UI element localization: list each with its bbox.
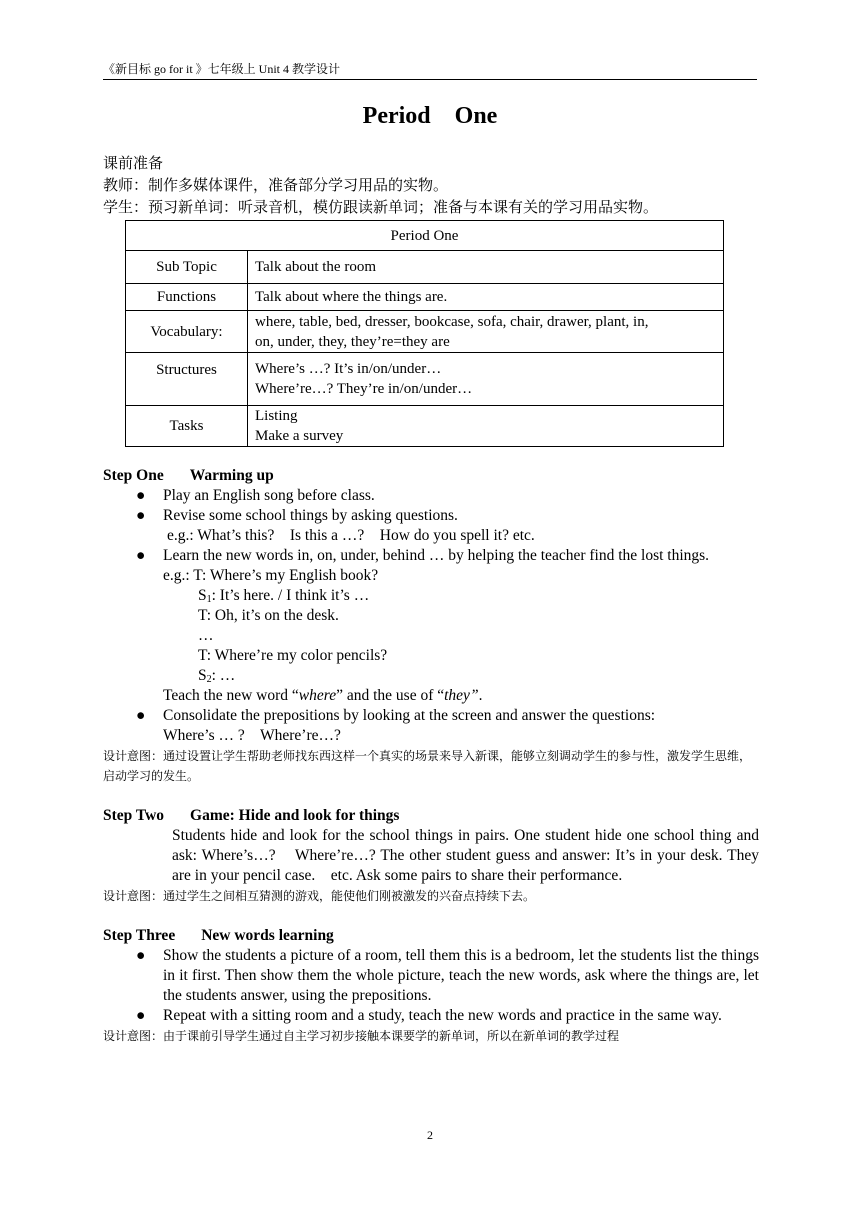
dialogue-line: …: [198, 627, 214, 644]
table-label-vocabulary: Vocabulary:: [126, 311, 248, 353]
design-note: 设计意图：通过设置让学生帮助老师找东西这样一个真实的场景来导入新课，能够立刻调动学生的参与性，激发学生思维，启动学习的发生。: [103, 749, 752, 783]
speaker-sub: 1: [206, 594, 212, 605]
overview-table: [125, 220, 724, 447]
tasks-line-1: Listing: [255, 408, 298, 424]
vocabulary-line-2: on, under, they, they’re=they are: [255, 333, 450, 350]
example-line: e.g.: What’s this? Is this a …? How do you spell it? etc.: [167, 527, 535, 544]
title-word-2: One: [454, 103, 498, 129]
bullet-icon: ●: [136, 547, 146, 564]
step-two-heading: [103, 806, 759, 826]
bullet-icon: ●: [136, 507, 146, 524]
dialogue-line: T: Oh, it’s on the desk.: [198, 607, 339, 624]
step-two-paragraph: Students hide and look for the school things in pairs. One student hide one school thing and ask: Where’s…? Where’re…? The other student guess and answer: It’s in your desk. They are in your pencil case. etc. Ask some pairs to share their performance.: [172, 827, 763, 884]
teach-text: ” and the use of “: [336, 687, 445, 704]
intro-heading: 课前准备: [103, 156, 164, 172]
tasks-line-2: Make a survey: [255, 428, 344, 444]
bullet-text: Consolidate the prepositions by looking at the screen and answer the questions:: [163, 707, 656, 724]
bullet-icon: ●: [136, 487, 146, 504]
intro-student: 学生：预习新单词：听录音机，模仿跟读新单词；准备与本课有关的学习用品实物。: [103, 200, 659, 216]
table-value-tasks: [248, 406, 724, 447]
teach-word-they: they”: [444, 687, 479, 704]
title-word-1: Period: [362, 103, 431, 129]
bullet-text: Show the students a picture of a room, tell them this is a bedroom, let the students list the things in it first. Then show them the whole picture, teach the new words, ask where the things are, let the students answer, using the prepositions.: [163, 947, 759, 1004]
question-line: Where’s … ? Where’re…?: [163, 727, 341, 744]
speaker-s: S: [198, 667, 207, 684]
bullet-icon: ●: [136, 1007, 146, 1024]
table-value-functions: Talk about where the things are.: [248, 284, 724, 311]
table-value-structures: [248, 353, 724, 406]
teach-word-where: where: [298, 687, 337, 704]
intro-teacher: 教师：制作多媒体课件，准备部分学习用品的实物。: [103, 178, 449, 194]
list-item: [103, 546, 759, 566]
list-item: [103, 506, 759, 526]
teach-text: .: [478, 687, 483, 704]
header-rule: [103, 79, 757, 80]
step-three-heading: [103, 926, 759, 946]
structures-line-2: Where’re…? They’re in/on/under…: [255, 381, 473, 397]
dialogue-line: T: Where’re my color pencils?: [198, 647, 388, 664]
table-label-functions: Functions: [126, 284, 248, 311]
list-item: [103, 946, 759, 1006]
speaker-sub: 2: [206, 674, 212, 685]
table-value-subtopic: Talk about the room: [248, 251, 724, 284]
table-label-structures: Structures: [126, 353, 248, 406]
vocabulary-line-1: where, table, bed, dresser, bookcase, sofa, chair, drawer, plant, in,: [255, 313, 649, 330]
speaker-s: S: [198, 587, 207, 604]
step-one-heading: [103, 466, 759, 486]
dialogue-line: e.g.: T: Where’s my English book?: [163, 567, 379, 584]
list-item: [103, 706, 759, 726]
dialogue-line: [103, 666, 759, 686]
bullet-icon: ●: [136, 707, 146, 724]
teach-text: Teach the new word “: [163, 687, 299, 704]
step-two-number: Step Two: [103, 807, 165, 824]
step-one-name: Warming up: [189, 467, 274, 484]
step-one-number: Step One: [103, 467, 164, 484]
design-note: 设计意图：通过学生之间相互猜测的游戏，能使他们刚被激发的兴奋点持续下去。: [103, 889, 536, 903]
step-two-name: Game: Hide and look for things: [190, 807, 400, 824]
bullet-text: Revise some school things by asking questions.: [163, 507, 458, 524]
structures-line-1: Where’s …? It’s in/on/under…: [255, 361, 442, 377]
steps-section: [103, 466, 763, 1046]
table-label-tasks: Tasks: [126, 406, 248, 447]
intro-section: [103, 153, 658, 219]
step-three-number: Step Three: [103, 927, 176, 944]
dialogue-line: [103, 586, 759, 606]
step-three-name: New words learning: [201, 927, 334, 944]
page-header: 《新目标 go for it 》七年级上 Unit 4 教学设计: [103, 62, 340, 76]
table-title: Period One: [126, 221, 724, 251]
bullet-text: Repeat with a sitting room and a study, teach the new words and practice in the same way.: [163, 1007, 722, 1024]
bullet-text: Play an English song before class.: [163, 487, 375, 504]
bullet-text: Learn the new words in, on, under, behind … by helping the teacher find the lost things.: [163, 547, 710, 564]
dialogue-text: : …: [211, 667, 236, 684]
bullet-icon: ●: [136, 947, 146, 964]
page-title: [0, 103, 860, 130]
list-item: [103, 1006, 759, 1026]
teach-line: [103, 686, 759, 706]
dialogue-text: : It’s here. / I think it’s …: [211, 587, 370, 604]
page-number: 2: [427, 1128, 433, 1142]
design-note: 设计意图：由于课前引导学生通过自主学习初步接触本课要学的新单词，所以在新单词的教学过程: [103, 1029, 620, 1043]
list-item: [103, 486, 759, 506]
table-label-subtopic: Sub Topic: [126, 251, 248, 284]
table-value-vocabulary: [248, 311, 724, 353]
